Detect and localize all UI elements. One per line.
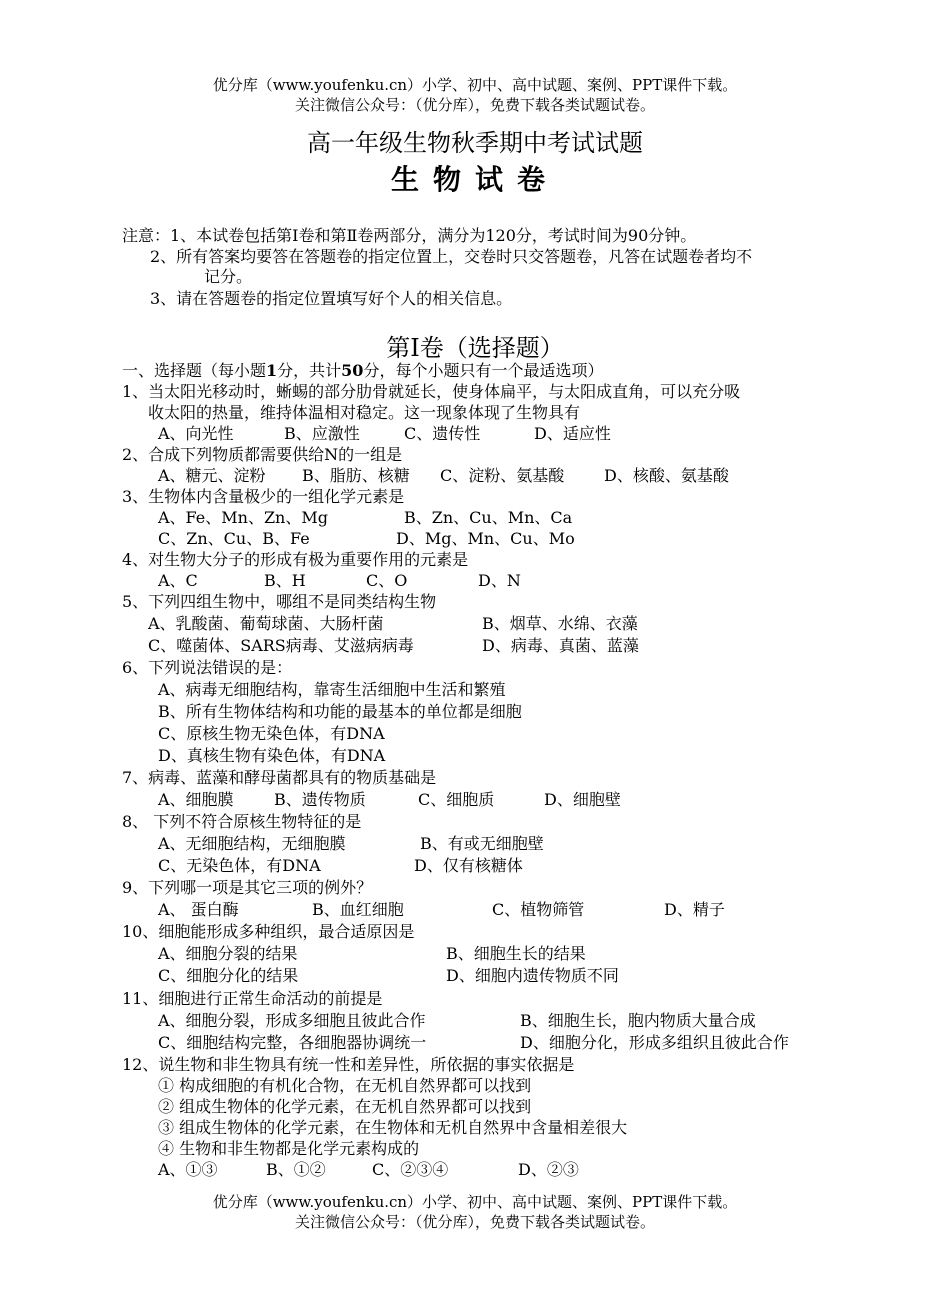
q5-stem: 5、下列四组生物中，哪组不是同类结构生物 bbox=[122, 592, 437, 611]
footer-line-1: 优分库（www.youfenku.cn）小学、初中、高中试题、案例、PPT课件下载。 bbox=[212, 1193, 738, 1211]
instruction-score: 1 bbox=[266, 361, 278, 380]
q11-stem: 11、细胞进行正常生命活动的前提是 bbox=[122, 989, 383, 1008]
q11-option-a: A、细胞分裂，形成多细胞且彼此合作 bbox=[158, 1011, 426, 1030]
q4-stem: 4、对生物大分子的形成有极为重要作用的元素是 bbox=[122, 550, 469, 569]
q7-option-d: D、细胞壁 bbox=[544, 790, 621, 809]
q6-option-d: D、真核生物有染色体，有DNA bbox=[158, 746, 386, 765]
q10-option-a: A、细胞分裂的结果 bbox=[158, 944, 298, 963]
q7-stem: 7、病毒、蓝藻和酵母菌都具有的物质基础是 bbox=[122, 768, 437, 787]
q3-option-c: C、Zn、Cu、B、Fe bbox=[158, 529, 310, 548]
q2-stem: 2、合成下列物质都需要供给N的一组是 bbox=[122, 445, 403, 464]
q12-statement-4: ④ 生物和非生物都是化学元素构成的 bbox=[158, 1139, 420, 1158]
section-title: 第Ⅰ卷（选择题） bbox=[386, 334, 564, 362]
instruction bbox=[122, 361, 603, 381]
q10-option-c: C、细胞分化的结果 bbox=[158, 966, 299, 985]
instruction-mid: 分，共计 bbox=[277, 361, 342, 380]
note-2: 2、所有答案均要答在答题卷的指定位置上，交卷时只交答题卷，凡答在试题卷者均不 bbox=[150, 247, 753, 266]
q1-option-d: D、适应性 bbox=[534, 424, 611, 443]
q11-option-c: C、细胞结构完整，各细胞器协调统一 bbox=[158, 1033, 427, 1052]
q12-stem: 12、说生物和非生物具有统一性和差异性，所依据的事实依据是 bbox=[122, 1055, 575, 1074]
q12-option-a: A、①③ bbox=[158, 1160, 218, 1179]
q3-option-d: D、Mg、Mn、Cu、Mo bbox=[396, 529, 575, 548]
header-line-1: 优分库（www.youfenku.cn）小学、初中、高中试题、案例、PPT课件下载。 bbox=[212, 76, 738, 94]
q12-statement-1: ① 构成细胞的有机化合物，在无机自然界都可以找到 bbox=[158, 1076, 532, 1095]
q4-option-b: B、H bbox=[264, 571, 306, 590]
q5-option-a: A、乳酸菌、葡萄球菌、大肠杆菌 bbox=[148, 614, 384, 633]
q7-option-a: A、细胞膜 bbox=[158, 790, 234, 809]
q6-option-a: A、病毒无细胞结构，靠寄生活细胞中生活和繁殖 bbox=[158, 680, 506, 699]
q10-option-d: D、细胞内遗传物质不同 bbox=[446, 966, 619, 985]
q12-option-b: B、①② bbox=[266, 1160, 326, 1179]
q7-option-c: C、细胞质 bbox=[418, 790, 495, 809]
q11-option-b: B、细胞生长，胞内物质大量合成 bbox=[520, 1011, 756, 1030]
q1-option-b: B、应激性 bbox=[284, 424, 360, 443]
q3-option-a: A、Fe、Mn、Zn、Mg bbox=[158, 508, 328, 527]
q4-option-d: D、N bbox=[478, 571, 521, 590]
instruction-total: 50 bbox=[341, 361, 364, 380]
q10-stem: 10、细胞能形成多种组织，最合适原因是 bbox=[122, 922, 415, 941]
q4-option-c: C、O bbox=[366, 571, 408, 590]
q2-option-a: A、糖元、淀粉 bbox=[158, 466, 266, 485]
header-line-2: 关注微信公众号：（优分库），免费下载各类试题试卷。 bbox=[294, 96, 655, 114]
q5-option-b: B、烟草、水绵、衣藻 bbox=[482, 614, 638, 633]
q8-stem: 8、 下列不符合原核生物特征的是 bbox=[122, 812, 362, 831]
q1-option-a: A、向光性 bbox=[158, 424, 234, 443]
q6-option-b: B、所有生物体结构和功能的最基本的单位都是细胞 bbox=[158, 702, 522, 721]
q12-option-d: D、②③ bbox=[518, 1160, 579, 1179]
q6-option-c: C、原核生物无染色体，有DNA bbox=[158, 724, 385, 743]
q2-option-d: D、核酸、氨基酸 bbox=[604, 466, 729, 485]
q5-option-c: C、噬菌体、SARS病毒、艾滋病病毒 bbox=[148, 636, 414, 655]
q1-option-c: C、遗传性 bbox=[404, 424, 481, 443]
exam-title: 高一年级生物秋季期中考试试题 bbox=[307, 129, 643, 157]
q2-option-b: B、脂肪、核糖 bbox=[302, 466, 410, 485]
q8-option-c: C、无染色体，有DNA bbox=[158, 856, 321, 875]
q4-option-a: A、C bbox=[158, 571, 198, 590]
q12-option-c: C、②③④ bbox=[372, 1160, 449, 1179]
q7-option-b: B、遗传物质 bbox=[274, 790, 366, 809]
q1-stem-1: 1、当太阳光移动时，蜥蜴的部分肋骨就延长，使身体扁平，与太阳成直角，可以充分吸 bbox=[122, 382, 741, 401]
q2-option-c: C、淀粉、氨基酸 bbox=[440, 466, 565, 485]
q12-statement-2: ② 组成生物体的化学元素，在无机自然界都可以找到 bbox=[158, 1097, 532, 1116]
q8-option-b: B、有或无细胞壁 bbox=[420, 834, 544, 853]
q9-option-c: C、植物筛管 bbox=[492, 900, 585, 919]
q10-option-b: B、细胞生长的结果 bbox=[446, 944, 586, 963]
note-1: 注意：1、本试卷包括第Ⅰ卷和第Ⅱ卷两部分，满分为120分，考试时间为90分钟。 bbox=[122, 226, 697, 245]
note-2-cont: 记分。 bbox=[204, 267, 253, 286]
q9-option-d: D、精子 bbox=[664, 900, 725, 919]
footer-line-2: 关注微信公众号：（优分库），免费下载各类试题试卷。 bbox=[294, 1213, 655, 1231]
q9-option-a: A、 蛋白酶 bbox=[158, 900, 239, 919]
q9-option-b: B、血红细胞 bbox=[312, 900, 404, 919]
q3-option-b: B、Zn、Cu、Mn、Ca bbox=[404, 508, 573, 527]
q8-option-d: D、仅有核糖体 bbox=[414, 856, 523, 875]
q8-option-a: A、无细胞结构，无细胞膜 bbox=[158, 834, 346, 853]
q6-stem: 6、下列说法错误的是： bbox=[122, 658, 293, 677]
instruction-pre: 一、选择题（每小题 bbox=[122, 361, 267, 380]
note-3: 3、请在答题卷的指定位置填写好个人的相关信息。 bbox=[150, 289, 513, 308]
q12-statement-3: ③ 组成生物体的化学元素，在生物体和无机自然界中含量相差很大 bbox=[158, 1118, 628, 1137]
exam-subtitle: 生物试卷 bbox=[390, 163, 559, 196]
instruction-post: 分，每个小题只有一个最适选项） bbox=[363, 361, 604, 380]
q11-option-d: D、细胞分化，形成多组织且彼此合作 bbox=[520, 1033, 789, 1052]
q1-stem-2: 收太阳的热量，维持体温相对稳定。这一现象体现了生物具有 bbox=[148, 403, 581, 422]
q9-stem: 9、下列哪一项是其它三项的例外？ bbox=[122, 878, 373, 897]
q3-stem: 3、生物体内含量极少的一组化学元素是 bbox=[122, 487, 405, 506]
q5-option-d: D、病毒、真菌、蓝藻 bbox=[482, 636, 639, 655]
